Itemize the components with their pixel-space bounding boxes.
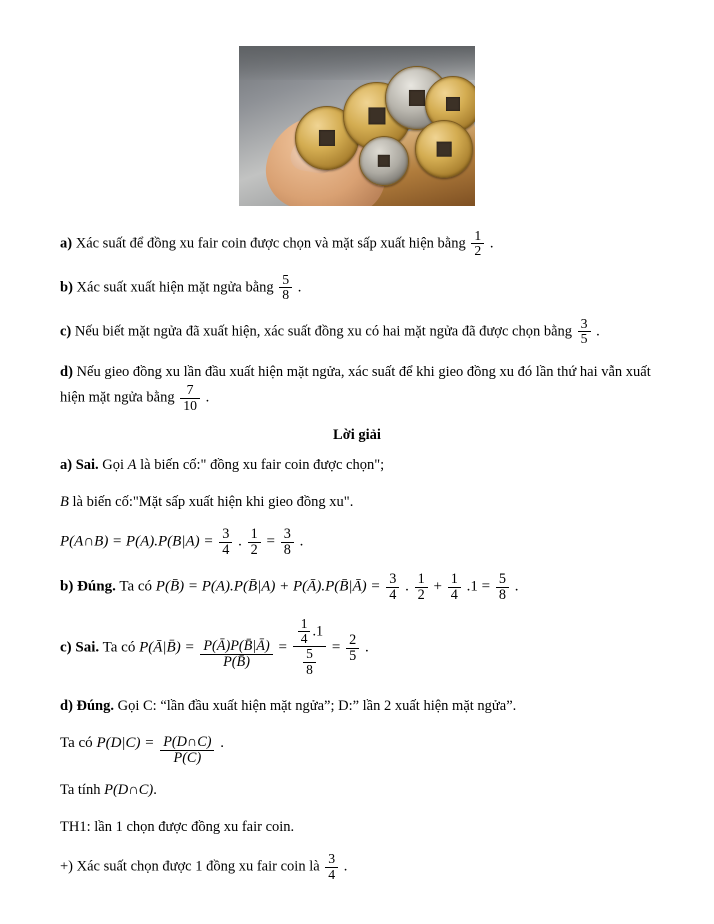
solution-a-dot: .	[238, 533, 242, 550]
statement-b-fraction: $\frac{5}{8}$	[279, 273, 292, 303]
solution-b-end: .	[514, 578, 519, 595]
solution-a-frac-1: $\frac{3}{4}$	[219, 527, 232, 558]
solution-a-var-B: B	[60, 493, 69, 510]
solution-b-dot-1: .	[405, 578, 409, 595]
solution-c	[60, 617, 654, 677]
solution-b-text: Ta có	[119, 578, 153, 595]
solution-c-result-fraction: $\frac{2}{5}$	[346, 633, 359, 664]
statement-c-label: c)	[60, 323, 72, 340]
solution-d-line2-prefix: Ta có	[60, 735, 93, 752]
solution-b-eq-lhs: P(B̄) = P(A).P(B̄|A) + P(Ā).P(B̄|Ā) =	[155, 578, 381, 595]
solution-d-case-1-detail	[60, 852, 654, 882]
solution-b-frac-2: $\frac{1}{2}$	[415, 572, 428, 603]
statement-b-period: .	[297, 279, 302, 296]
solution-b-label: b) Đúng.	[60, 578, 116, 595]
solution-d-text: Gọi C: “lần đầu xuất hiện mặt ngửa”; D:” lần 2 xuất hiện mặt ngửa”.	[117, 697, 517, 714]
solution-b-frac-1: $\frac{3}{4}$	[386, 572, 399, 603]
solution-c-inner-num-fraction: $\frac{1}{4}$	[298, 617, 311, 646]
solution-a-text3: là biến cố:"Mặt sấp xuất hiện khi gieo đồng xu".	[72, 493, 354, 510]
solution-c-inner-den-fraction: $\frac{5}{8}$	[303, 647, 316, 676]
solution-b-frac-4: $\frac{5}{8}$	[496, 572, 509, 603]
solution-a-text2: là biến cố:" đồng xu fair coin được chọn";	[140, 457, 385, 474]
solution-d-case-1-fraction: $\frac{3}{4}$	[325, 852, 338, 882]
solution-b-frac-3: $\frac{1}{4}$	[448, 572, 461, 603]
solution-c-inner-num-tail: .1	[312, 623, 324, 640]
coin-icon	[415, 120, 473, 178]
solution-a-equals: =	[266, 533, 275, 550]
statement-d-fraction: $\frac{7}{10}$	[180, 383, 200, 413]
solution-d-fraction: $\frac{P(D\cap C)}{P(C)}$	[160, 735, 214, 766]
solution-a-text1: Gọi	[102, 457, 125, 474]
coin-photograph	[239, 46, 475, 206]
solution-a-line1	[60, 454, 654, 476]
solution-a-frac-3: $\frac{3}{8}$	[281, 527, 294, 558]
statement-c	[60, 317, 654, 347]
statement-d-label: d)	[60, 363, 73, 380]
coin-icon	[359, 136, 409, 186]
statement-b	[60, 273, 654, 303]
solution-b	[60, 572, 654, 603]
solution-c-end: .	[365, 639, 369, 656]
statement-c-fraction: $\frac{3}{5}$	[578, 317, 591, 347]
statement-b-text: Xác suất xuất hiện mặt ngửa bằng	[76, 279, 274, 296]
solution-c-main-fraction: $\frac{P(Ā)P(B̄|Ā)}{P(B̄)}$	[200, 639, 272, 670]
solution-d-case-1: TH1: lần 1 chọn được đồng xu fair coin.	[60, 818, 295, 835]
solution-c-label: c) Sai.	[60, 639, 100, 656]
statement-b-label: b)	[60, 279, 73, 296]
solution-a-frac-2: $\frac{1}{2}$	[248, 527, 261, 558]
solution-d-line2-end: .	[220, 735, 224, 752]
statement-d	[60, 361, 654, 413]
solution-d-label: d) Đúng.	[60, 697, 114, 714]
solution-d-case-1-text: +) Xác suất chọn được 1 đồng xu fair coin là	[60, 858, 320, 875]
statement-d-text: Nếu gieo đồng xu lần đầu xuất hiện mặt ngửa, xác suất để khi gieo đồng xu đó lần thứ hai vẫn xuất hiện mặt ngửa bằng	[60, 363, 651, 406]
solution-a-eq-lhs: P(A∩B) = P(A).P(B|A) =	[60, 533, 214, 550]
statement-a	[60, 229, 654, 259]
solution-c-eq-lhs: P(Ā|B̄) =	[139, 639, 195, 656]
solution-b-plus: +	[433, 578, 443, 595]
solution-c-equals-2: =	[278, 639, 287, 656]
solution-a-label: a) Sai.	[60, 457, 99, 474]
solution-d-line3-prefix: Ta tính	[60, 782, 101, 799]
solution-a-line2	[60, 491, 654, 513]
statement-a-period: .	[489, 235, 494, 252]
figure-container	[60, 46, 654, 211]
solution-d-case-1-end: .	[343, 858, 348, 875]
solution-b-one: .1 =	[466, 578, 491, 595]
statement-a-label: a)	[60, 235, 73, 252]
statement-c-text: Nếu biết mặt ngửa đã xuất hiện, xác suất đồng xu có hai mặt ngửa đã được chọn bằng	[74, 323, 573, 340]
solution-d-line3-expression: P(D∩C)	[104, 782, 154, 799]
solution-c-text: Ta có	[102, 639, 136, 656]
solution-a-equation	[60, 527, 654, 558]
solution-d-line3-end: .	[153, 782, 157, 799]
solution-d-line3	[60, 779, 654, 801]
statement-d-period: .	[205, 389, 210, 406]
solution-d-eq-lhs: P(D|C) =	[96, 735, 155, 752]
solution-d-line1	[60, 695, 654, 717]
solution-c-equals-3: =	[331, 639, 341, 656]
solution-c-nested-fraction	[293, 617, 326, 677]
solution-a-var-A: A	[127, 457, 137, 474]
statement-a-text: Xác suất để đồng xu fair coin được chọn và mặt sấp xuất hiện bằng	[75, 235, 466, 252]
statement-c-period: .	[596, 323, 600, 340]
solution-d-line2	[60, 731, 654, 765]
solution-a-end: .	[299, 533, 304, 550]
solution-heading: Lời giải	[333, 427, 381, 444]
statement-a-fraction: $\frac{1}{2}$	[471, 229, 484, 259]
